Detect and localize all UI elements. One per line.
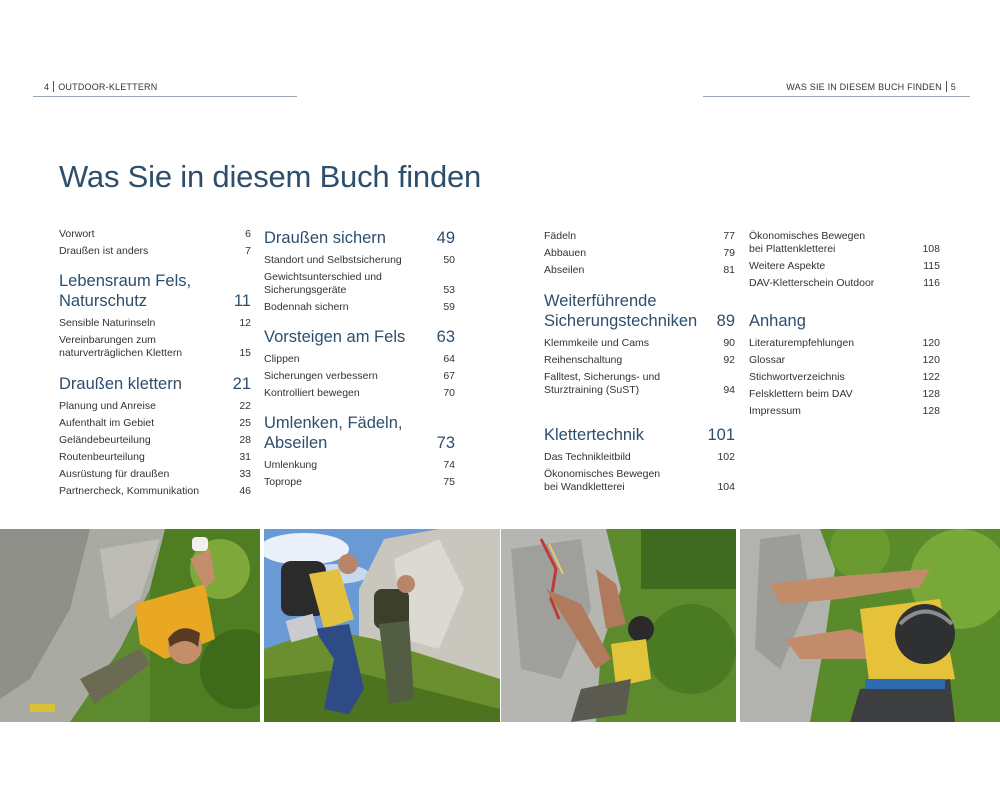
toc-entry: Sensible Naturinseln 12 bbox=[59, 317, 251, 329]
toc-column-3 bbox=[544, 228, 735, 494]
toc-entry: Ökonomisches Bewegen bei Wandkletterei 104 bbox=[544, 468, 735, 493]
running-header-right bbox=[786, 81, 956, 92]
toc-entry: Umlenkung 74 bbox=[264, 459, 455, 471]
toc-section: Draußen sichern 49 bbox=[264, 229, 455, 247]
toc-entry: Fädeln 77 bbox=[544, 230, 735, 242]
left-running-title: OUTDOOR-KLETTERN bbox=[58, 82, 158, 92]
toc-section: Weiterführende Sicherungstechniken 89 bbox=[544, 292, 735, 330]
toc-entry: Weitere Aspekte 115 bbox=[749, 260, 940, 272]
header-divider bbox=[946, 81, 947, 92]
toc-entry: Bodennah sichern 59 bbox=[264, 301, 455, 313]
left-page-number: 4 bbox=[44, 82, 50, 92]
toc-entry: Glossar 120 bbox=[749, 354, 940, 366]
toc-entry: Planung und Anreise 22 bbox=[59, 400, 251, 412]
toc-column-1 bbox=[59, 228, 251, 498]
toc-entry: Sicherungen verbessern 67 bbox=[264, 370, 455, 382]
toc-entry: Literaturempfehlungen 120 bbox=[749, 337, 940, 349]
toc-entry: Partnercheck, Kommunikation 46 bbox=[59, 485, 251, 497]
header-divider bbox=[53, 81, 54, 92]
right-page-number: 5 bbox=[950, 82, 956, 92]
toc-entry: Stichwortverzeichnis 122 bbox=[749, 371, 940, 383]
toc-entry: Reihenschaltung 92 bbox=[544, 354, 735, 366]
toc-entry: Kontrolliert bewegen 70 bbox=[264, 387, 455, 399]
toc-entry: Ausrüstung für draußen 33 bbox=[59, 468, 251, 480]
page-title: Was Sie in diesem Buch finden bbox=[59, 159, 482, 194]
toc-entry: Toprope 75 bbox=[264, 476, 455, 488]
toc-entry: Vereinbarungen zum naturverträglichen Klettern 15 bbox=[59, 334, 251, 359]
toc-entry: Geländebeurteilung 28 bbox=[59, 434, 251, 446]
toc-section: Vorsteigen am Fels 63 bbox=[264, 328, 455, 346]
toc-entry: Routenbeurteilung 31 bbox=[59, 451, 251, 463]
toc-entry: Draußen ist anders 7 bbox=[59, 245, 251, 257]
climbing-photo-4 bbox=[740, 529, 1000, 722]
toc-section: Klettertechnik 101 bbox=[544, 426, 735, 444]
header-rule-left bbox=[33, 96, 297, 97]
climbing-photo-1 bbox=[0, 529, 260, 722]
climbing-photo-3 bbox=[501, 529, 736, 722]
toc-entry: DAV-Kletterschein Outdoor 116 bbox=[749, 277, 940, 289]
header-rule-right bbox=[703, 96, 970, 97]
toc-entry: Klemmkeile und Cams 90 bbox=[544, 337, 735, 349]
toc-column-2 bbox=[264, 228, 455, 489]
toc-column-4 bbox=[749, 228, 940, 418]
toc-entry: Abbauen 79 bbox=[544, 247, 735, 259]
toc-entry: Standort und Selbstsicherung 50 bbox=[264, 254, 455, 266]
toc-entry: Ökonomisches Bewegen bei Plattenkletterei 108 bbox=[749, 230, 940, 255]
toc-entry: Abseilen 81 bbox=[544, 264, 735, 276]
toc-entry: Gewichtsunterschied und Sicherungsgeräte 53 bbox=[264, 271, 455, 296]
toc-entry: Aufenthalt im Gebiet 25 bbox=[59, 417, 251, 429]
toc-entry: Impressum 128 bbox=[749, 405, 940, 417]
toc-entry: Felsklettern beim DAV 128 bbox=[749, 388, 940, 400]
toc-entry: Das Technikleitbild 102 bbox=[544, 451, 735, 463]
toc-entry: Vorwort 6 bbox=[59, 228, 251, 240]
right-running-title: WAS SIE IN DIESEM BUCH FINDEN bbox=[786, 82, 942, 92]
toc-section: Umlenken, Fädeln, Abseilen 73 bbox=[264, 414, 455, 452]
toc-entry: Clippen 64 bbox=[264, 353, 455, 365]
toc-section: Anhang bbox=[749, 312, 806, 330]
climbing-photo-2 bbox=[264, 529, 500, 722]
toc-section: Draußen klettern 21 bbox=[59, 375, 251, 393]
toc-entry: Falltest, Sicherungs- und Sturztraining (SuST) 94 bbox=[544, 371, 735, 396]
toc-section: Lebensraum Fels, Naturschutz 11 bbox=[59, 272, 251, 310]
running-header-left bbox=[44, 81, 157, 92]
